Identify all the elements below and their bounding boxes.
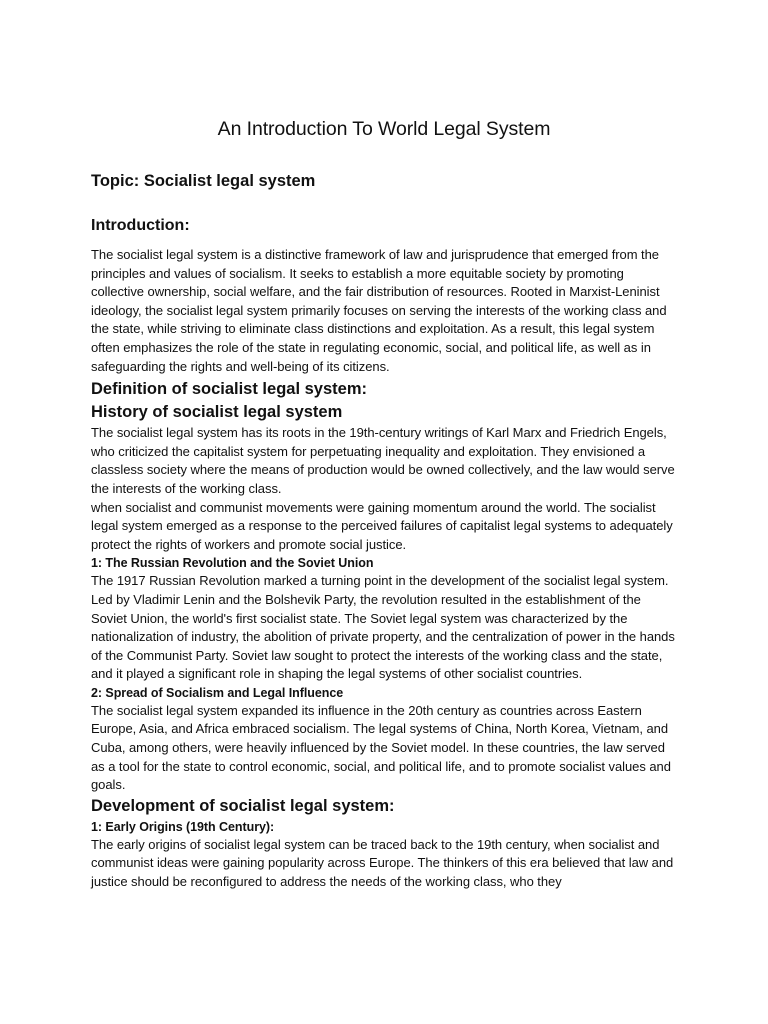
spread-of-socialism-paragraph: The socialist legal system expanded its influence in the 20th century as countries across Eastern Europe, Asia, and Africa embraced socialism. The legal systems of China, North Korea, Vietnam, and Cuba, among others, were heavily influenced by the Soviet model. In these countries, the law served as a tool for the state to control economic, social, and political life, and to promote socialist values and goals. bbox=[91, 702, 671, 793]
spread-of-socialism-heading: 2: Spread of Socialism and Legal Influence bbox=[91, 685, 344, 700]
introduction-paragraph: The socialist legal system is a distinctive framework of law and jurisprudence that emerged from the principles and values of socialism. It seeks to establish a more equitable society by promoting collective ownership, social welfare, and the fair distribution of resources. Rooted in Marxist-Leninist ideology, the socialist legal system primarily focuses on serving the interests of the working class and the state, while striving to eliminate class distinctions and exploitation. As a result, this legal system often emphasizes the role of the state in regulating economic, social, and political life, as well as in safeguarding the rights and well-being of its citizens. bbox=[91, 247, 667, 374]
russian-revolution-paragraph: The 1917 Russian Revolution marked a turning point in the development of the socialist legal system. Led by Vladimir Lenin and the Bolshevik Party, the revolution resulted in the establishment of the Soviet Union, the world's first socialist state. The Soviet legal system was characterized by the nationalization of industry, the abolition of private property, and the centralization of power in the hands of the Communist Party. Soviet law sought to protect the interests of the working class and the state, and it played a significant role in shaping the legal systems of other socialist countries. bbox=[91, 573, 675, 682]
development-heading: Development of socialist legal system: bbox=[91, 796, 395, 815]
introduction-heading: Introduction: bbox=[91, 217, 190, 234]
definition-heading: Definition of socialist legal system: bbox=[91, 380, 367, 399]
history-heading: History of socialist legal system bbox=[91, 403, 343, 422]
russian-revolution-heading: 1: The Russian Revolution and the Soviet Union bbox=[91, 556, 374, 571]
topic-heading: Topic: Socialist legal system bbox=[91, 172, 316, 190]
early-origins-paragraph: The early origins of socialist legal system can be traced back to the 19th century, when socialist and communist ideas were gaining popularity across Europe. The thinkers of this era believed that law and justice should be reconfigured to address the needs of the working class, who they bbox=[91, 836, 674, 890]
early-origins-heading: 1: Early Origins (19th Century): bbox=[91, 819, 275, 834]
document-title: An Introduction To World Legal System bbox=[217, 118, 551, 140]
history-paragraph-1: The socialist legal system has its roots in the 19th-century writings of Karl Marx and Friedrich Engels, who criticized the capitalist system for perpetuating inequality and exploitation. They envisioned a classless society where the means of production would be owned collectively, and the law would serve the interests of the working class. bbox=[91, 425, 675, 496]
history-paragraph-2: when socialist and communist movements were gaining momentum around the world. The socialist legal system emerged as a response to the perceived failures of capitalist legal systems to adequately protect the rights of workers and promote social justice. bbox=[91, 499, 673, 552]
document-content bbox=[91, 116, 677, 892]
